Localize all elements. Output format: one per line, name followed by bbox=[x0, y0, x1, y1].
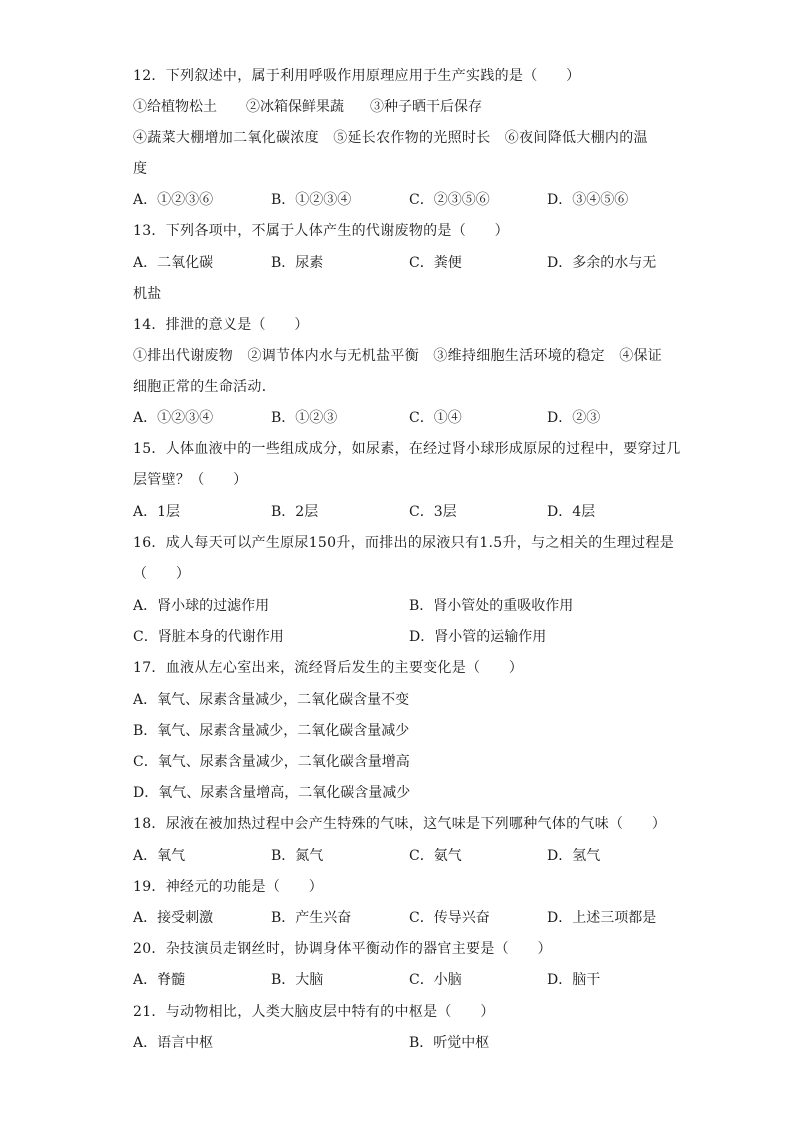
question-13-option-d: D．多余的水与无 bbox=[547, 255, 657, 271]
question-12-option-c: C．②③⑤⑥ bbox=[409, 192, 490, 208]
question-16-option-c: C．肾脏本身的代谢作用 bbox=[133, 629, 284, 645]
question-20-stem: 20．杂技演员走钢丝时，协调身体平衡动作的器官主要是（ ） bbox=[133, 941, 552, 957]
question-14-option-a: A．①②③④ bbox=[133, 410, 214, 426]
question-16-option-d: D．肾小管的运输作用 bbox=[409, 629, 547, 645]
question-16-option-a: A．肾小球的过滤作用 bbox=[133, 598, 270, 614]
question-21-stem: 21．与动物相比，人类大脑皮层中特有的中枢是（ ） bbox=[133, 1004, 495, 1020]
question-19-option-c: C．传导兴奋 bbox=[409, 910, 490, 926]
question-13-option-d-cont: 机盐 bbox=[133, 286, 162, 302]
question-13-stem: 13．下列各项中，不属于人体产生的代谢废物的是（ ） bbox=[133, 223, 509, 239]
question-17-option-a: A．氧气、尿素含量减少，二氧化碳含量不变 bbox=[133, 692, 410, 708]
question-16-stem-cont: （ ） bbox=[133, 566, 191, 582]
question-14-items-cont: 细胞正常的生命活动． bbox=[133, 379, 276, 395]
question-12-stem: 12．下列叙述中，属于利用呼吸作用原理应用于生产实践的是（ ） bbox=[133, 68, 581, 84]
question-17-option-b: B．氧气、尿素含量减少，二氧化碳含量减少 bbox=[133, 723, 410, 739]
question-14-option-b: B．①②③ bbox=[271, 410, 338, 426]
question-21-option-b: B．听觉中枢 bbox=[409, 1035, 490, 1051]
question-18-option-b: B．氮气 bbox=[271, 848, 324, 864]
question-12-items-line2: ④蔬菜大棚增加二氧化碳浓度 ⑤延长农作物的光照时长 ⑥夜间降低大棚内的温 bbox=[133, 130, 648, 146]
question-19-stem: 19．神经元的功能是（ ） bbox=[133, 879, 324, 895]
question-13-option-c: C．粪便 bbox=[409, 255, 462, 271]
question-12-item-3: ③种子晒干后保存 bbox=[370, 99, 482, 115]
question-12-items-cont: 度 bbox=[133, 161, 148, 177]
question-20-option-c: C．小脑 bbox=[409, 972, 462, 988]
question-15-option-c: C．3层 bbox=[409, 504, 457, 520]
question-14-option-d: D．②③ bbox=[547, 410, 601, 426]
question-18-stem: 18．尿液在被加热过程中会产生特殊的气味，这气味是下列哪种气体的气味（ ） bbox=[133, 816, 667, 832]
question-15-stem: 15．人体血液中的一些组成成分，如尿素，在经过肾小球形成原尿的过程中，要穿过几 bbox=[133, 441, 681, 457]
question-17-option-c: C．氧气、尿素含量减少，二氧化碳含量增高 bbox=[133, 754, 410, 770]
question-12-option-d: D．③④⑤⑥ bbox=[547, 192, 629, 208]
question-20-option-b: B．大脑 bbox=[271, 972, 324, 988]
question-14-option-c: C．①④ bbox=[409, 410, 462, 426]
question-18-option-a: A．氧气 bbox=[133, 848, 186, 864]
question-15-option-b: B．2层 bbox=[271, 504, 319, 520]
question-12-option-b: B．①②③④ bbox=[271, 192, 352, 208]
question-17-option-d: D．氧气、尿素含量增高，二氧化碳含量减少 bbox=[133, 785, 411, 801]
question-12-option-a: A．①②③⑥ bbox=[133, 192, 214, 208]
question-13-option-b: B．尿素 bbox=[271, 255, 324, 271]
question-19-option-b: B．产生兴奋 bbox=[271, 910, 352, 926]
question-16-option-b: B．肾小管处的重吸收作用 bbox=[409, 598, 574, 614]
question-19-option-d: D．上述三项都是 bbox=[547, 910, 657, 926]
question-20-option-a: A．脊髓 bbox=[133, 972, 186, 988]
question-18-option-c: C．氨气 bbox=[409, 848, 462, 864]
question-21-option-a: A．语言中枢 bbox=[133, 1035, 214, 1051]
question-15-stem-cont: 层管壁？（ ） bbox=[133, 472, 248, 488]
question-12-item-1: ①给植物松土 bbox=[133, 99, 217, 115]
question-14-items-line: ①排出代谢废物 ②调节体内水与无机盐平衡 ③维持细胞生活环境的稳定 ④保证 bbox=[133, 348, 663, 364]
question-15-option-d: D．4层 bbox=[547, 504, 596, 520]
question-15-option-a: A．1层 bbox=[133, 504, 181, 520]
question-18-option-d: D．氢气 bbox=[547, 848, 601, 864]
question-14-stem: 14．排泄的意义是（ ） bbox=[133, 317, 309, 333]
question-19-option-a: A．接受刺激 bbox=[133, 910, 214, 926]
question-13-option-a: A．二氧化碳 bbox=[133, 255, 214, 271]
question-16-stem: 16．成人每天可以产生原尿150升，而排出的尿液只有1.5升，与之相关的生理过程是 bbox=[133, 535, 675, 551]
question-20-option-d: D．脑干 bbox=[547, 972, 601, 988]
question-17-stem: 17．血液从左心室出来，流经肾后发生的主要变化是（ ） bbox=[133, 660, 524, 676]
question-12-item-2: ②冰箱保鲜果蔬 bbox=[246, 99, 344, 115]
